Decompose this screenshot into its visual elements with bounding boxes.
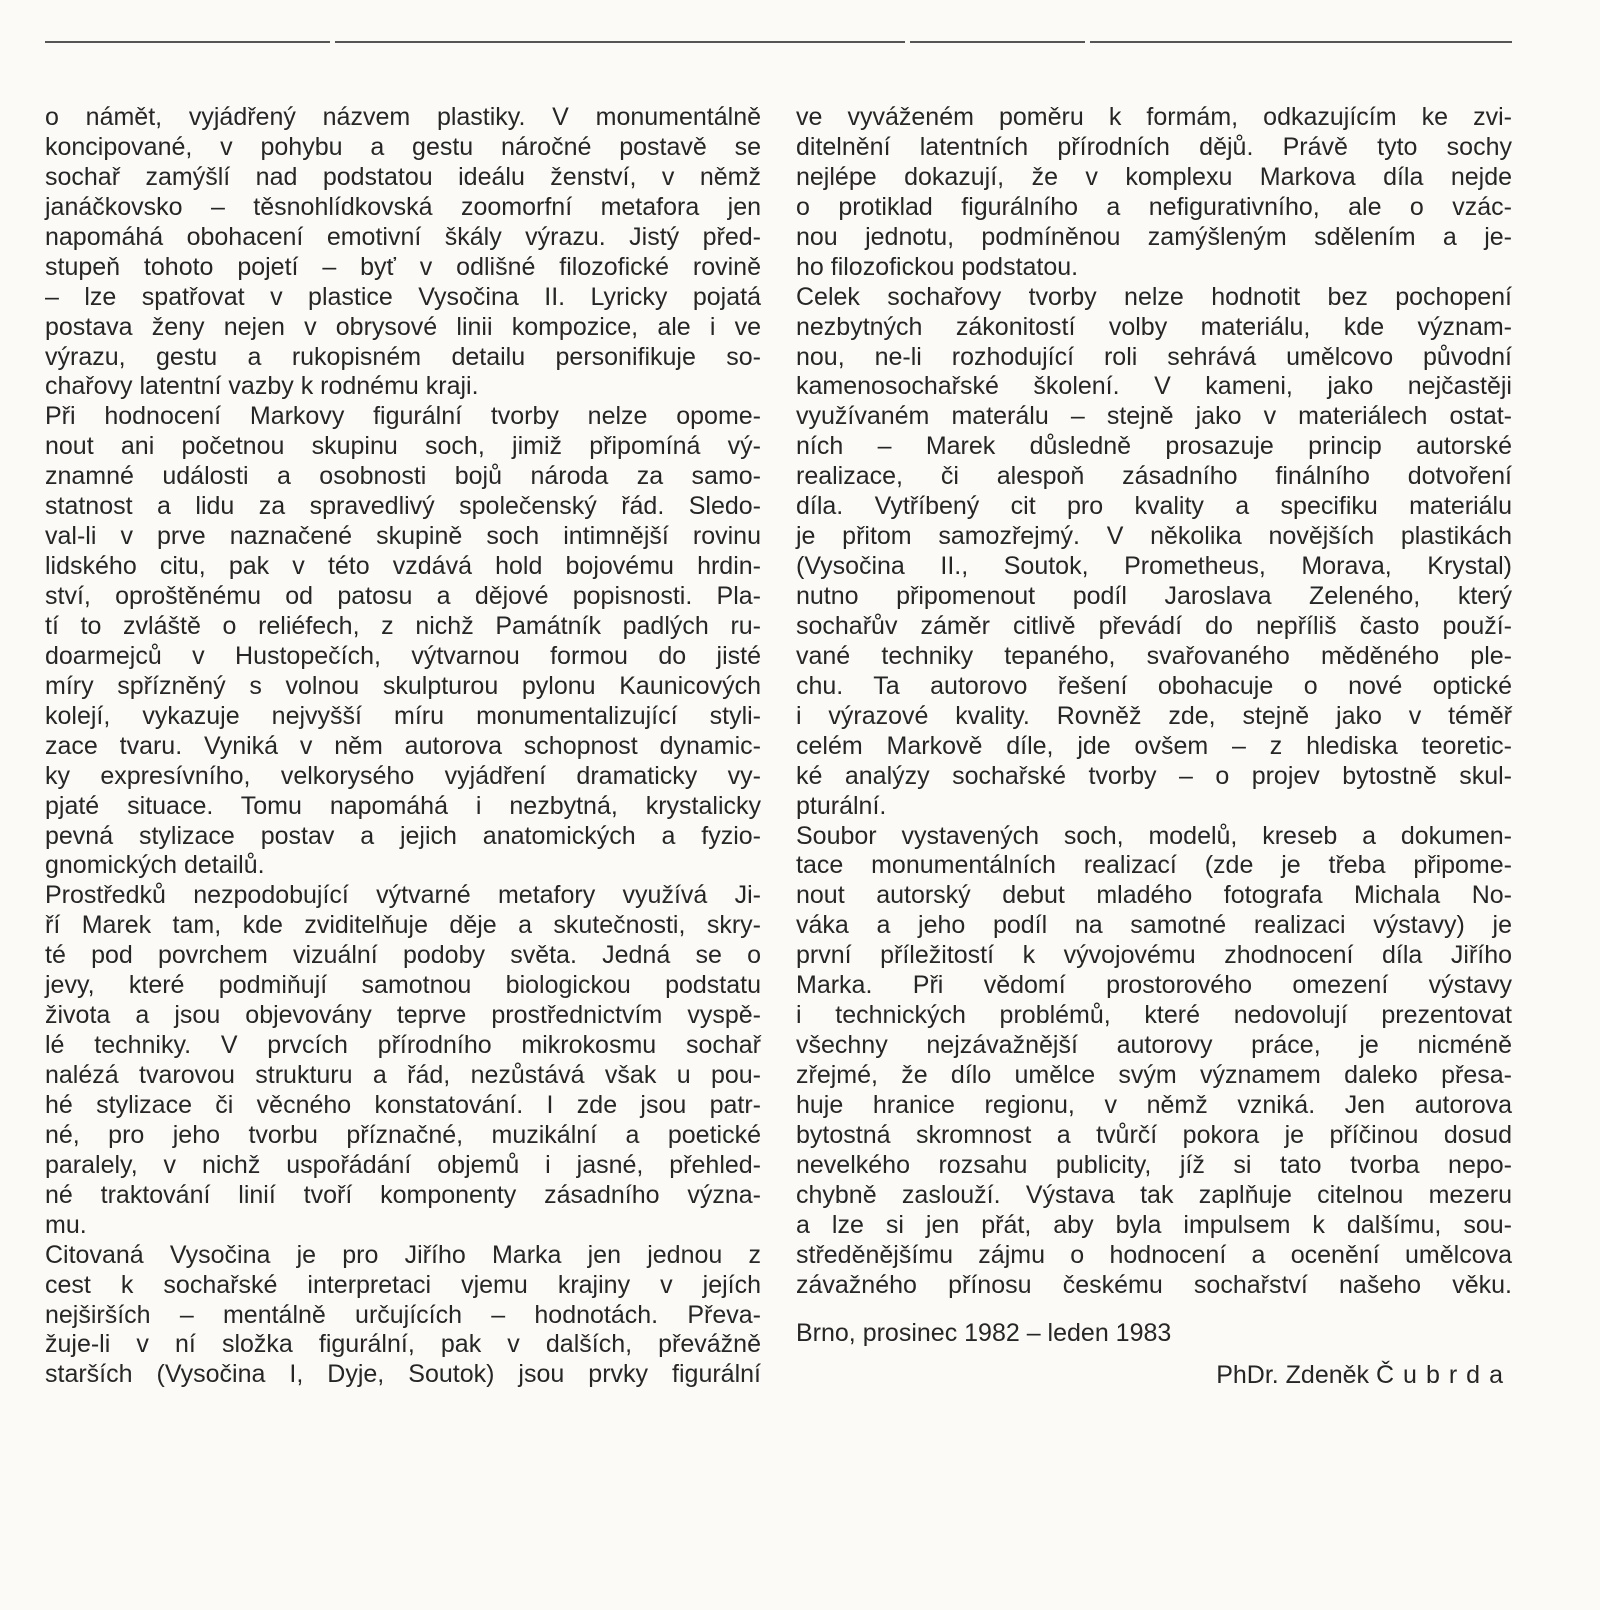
text-line: využívaném materálu – stejně jako v materiálech ostat- [796,402,1512,431]
paragraph [796,283,1512,822]
text-line: Celek sochařovy tvorby nelze hodnotit bez pochopení [796,282,1512,311]
text-line: Marka. Při vědomí prostorového omezení výstavy [796,971,1512,1000]
author-surname: Čubrda [1376,1361,1512,1389]
text-line: hé stylizace či věcného konstatování. I zde jsou patr- [45,1090,761,1119]
paragraph [45,402,761,881]
text-line: celém Markově díle, jde ovšem – z hlediska teoretic- [796,731,1512,760]
text-line: nalézá tvarovou strukturu a řád, nezůstává však u pou- [45,1061,761,1089]
text-line: starších (Vysočina I, Dyje, Soutok) jsou prvky figurální [45,1360,761,1389]
text-line: nejširších – mentálně určujících – hodnotách. Převa- [45,1300,761,1329]
text-line: chařovy latentní vazby k rodnému kraji. [45,372,479,401]
top-rule [45,41,330,43]
text-line: první příležitostí k vývojovému zhodnocení díla Jiřího [796,941,1512,970]
text-line: ních – Marek důsledně prosazuje princip autorské [796,432,1512,461]
text-line: cest k sochařské interpretaci vjemu krajiny v jejích [45,1270,761,1299]
text-line: nevelkého rozsahu publicity, jíž si tato tvorba nepo- [796,1150,1512,1179]
text-line: ky expresívního, velkorysého vyjádření dramaticky vy- [45,761,761,790]
text-line: Prostředků nezpodobující výtvarné metafory využívá Ji- [45,881,761,910]
text-line: nou jednotu, podmíněnou zamýšleným sdělením a je- [796,222,1512,251]
text-line: tí to zvláště o reliéfech, z nichž Památník padlých ru- [45,611,761,640]
text-line: a lze si jen přát, aby byla impulsem k dalšímu, sou- [796,1210,1512,1239]
text-line: né traktování linií tvoří komponenty zásadního význa- [45,1180,761,1209]
text-line: všechny nejzávažnější autorovy práce, je nicméně [796,1031,1512,1060]
text-line: ké analýzy sochařské tvorby – o projev bytostně skul- [796,761,1512,790]
paragraph [796,103,1512,283]
left-text-column [45,103,761,1390]
text-line: – lze spatřovat v plastice Vysočina II. Lyricky pojatá [45,282,761,311]
paragraph [45,881,761,1240]
text-line: nejlépe dokazují, že v komplexu Markova díla nejde [796,162,1512,191]
text-line: té pod povrchem vizuální podoby světa. Jedná se o [45,941,761,970]
text-line: kolejí, vykazuje nejvyšší míru monumentalizující styli- [45,701,761,730]
text-line: chybně zaslouží. Výstava tak zaplňuje citelnou mezeru [796,1180,1512,1209]
text-line: i technických problémů, které nedovolují prezentovat [796,1001,1512,1030]
text-line: míry spřízněný s volnou skulpturou pylonu Kaunicových [45,671,761,700]
text-line: (Vysočina II., Soutok, Prometheus, Morava, Krystal) [796,552,1512,581]
text-line: gnomických detailů. [45,851,265,880]
text-line: val-li v prve naznačené skupině soch intimnější rovinu [45,522,761,551]
text-line: vané techniky tepaného, svařovaného měděného ple- [796,641,1512,670]
text-line: Citovaná Vysočina je pro Jiřího Marka jen jednou z [45,1240,761,1269]
top-rule [1090,41,1512,43]
text-line: stupeň tohoto pojetí – byť v odlišné filozofické rovině [45,252,761,281]
text-line: o námět, vyjádřený názvem plastiky. V monumentálně [45,103,761,131]
place-and-date: Brno, prosinec 1982 – leden 1983 [796,1319,1172,1347]
text-line: janáčkovsko – těsnohlídkovská zoomorfní metafora jen [45,192,761,221]
paragraph [796,822,1512,1301]
text-line: pturální. [796,791,887,820]
text-line: závažného přínosu českému sochařství našeho věku. [796,1270,1512,1299]
text-line: lé techniky. V prvcích přírodního mikrokosmu sochař [45,1031,761,1060]
text-line: života a jsou objevovány teprve prostřednictvím vyspě- [45,1001,761,1030]
text-line: realizace, či alespoň zásadního finálního dotvoření [796,462,1512,491]
text-line: jevy, které podmiňují samotnou biologickou podstatu [45,971,761,1000]
text-line: ve vyváženém poměru k formám, odkazujícím ke zvi- [796,103,1512,131]
text-line: né, pro jeho tvorbu příznačné, muzikální a poetické [45,1120,761,1149]
paragraph [45,103,761,402]
text-line: zace tvaru. Vyniká v něm autorova schopnost dynamic- [45,731,761,760]
right-text-column [796,103,1512,1301]
text-line: sochařův záměr citlivě převádí do nepříliš často použí- [796,611,1512,640]
text-line: středěnějšímu zájmu o hodnocení a ocenění umělcova [796,1240,1512,1269]
text-line: výrazu, gestu a rukopisném detailu personifikuje so- [45,342,761,371]
text-line: o protiklad figurálního a nefigurativního, ale o vzác- [796,192,1512,221]
text-line: lidského citu, pak v této vzdává hold bojovému hrdin- [45,552,761,581]
text-line: bytostná skromnost a tvůrčí pokora je příčinou dosud [796,1120,1512,1149]
text-line: nezbytných zákonitostí volby materiálu, kde význam- [796,312,1512,341]
text-line: váka a jeho podíl na samotné realizaci výstavy) je [796,911,1512,940]
text-line: nout ani početnou skupinu soch, jimiž připomíná vý- [45,432,761,461]
text-line: koncipované, v pohybu a gestu náročné postavě se [45,132,761,161]
text-line: Při hodnocení Markovy figurální tvorby nelze opome- [45,402,761,431]
text-line: i výrazové kvality. Rovněž zde, stejně jako v téměř [796,701,1512,730]
text-line: paralely, v nichž uspořádání objemů i jasné, přehled- [45,1150,761,1179]
text-line: tace monumentálních realizací (zde je třeba připome- [796,851,1512,880]
text-line: mu. [45,1210,87,1239]
top-rule [910,41,1085,43]
text-line: kamenosochařské školení. V kameni, jako nejčastěji [796,372,1512,401]
text-line: chu. Ta autorovo řešení obohacuje o nové optické [796,671,1512,700]
text-line: ho filozofickou podstatou. [796,252,1079,281]
text-line: je přitom samozřejmý. V několika novějších plastikách [796,522,1512,551]
text-line: pevná stylizace postav a jejich anatomických a fyzio- [45,821,761,850]
text-line: ství, oproštěnému od patosu a dějové popisnosti. Pla- [45,582,761,610]
text-line: znamné události a osobnosti bojů národa za samo- [45,462,761,491]
text-line: zřejmé, že dílo umělce svým významem daleko přesa- [796,1061,1512,1089]
text-line: díla. Vytříbený cit pro kvality a specifiku materiálu [796,492,1512,521]
paragraph [45,1241,761,1391]
text-line: ří Marek tam, kde zviditelňuje děje a skutečnosti, skry- [45,911,761,940]
text-line: sochař zamýšlí nad podstatou ideálu ženství, v němž [45,162,761,191]
text-line: nou, ne-li rozhodující roli sehrává umělcovo původní [796,342,1512,371]
text-line: doarmejců v Hustopečích, výtvarnou formou do jisté [45,641,761,670]
author-title-name: PhDr. Zdeněk [1216,1361,1370,1389]
text-line: Soubor vystavených soch, modelů, kreseb a dokumen- [796,821,1512,850]
text-line: statnost a lidu za spravedlivý společenský řád. Sledo- [45,492,761,521]
text-line: žuje-li v ní složka figurální, pak v dalších, převážně [45,1330,761,1359]
text-line: huje hranice regionu, v němž vzniká. Jen autorova [796,1090,1512,1119]
text-line: nout autorský debut mladého fotografa Michala No- [796,881,1512,910]
text-line: nutno připomenout podíl Jaroslava Zeleného, který [796,582,1512,610]
text-line: napomáhá obohacení emotivní škály výrazu. Jistý před- [45,222,761,251]
text-line: pjaté situace. Tomu napomáhá i nezbytná, krystalicky [45,791,761,820]
text-line: ditelnění latentních přírodních dějů. Právě tyto sochy [796,132,1512,161]
author-signature [1216,1360,1512,1390]
text-line: postava ženy nejen v obrysové linii kompozice, ale i ve [45,312,761,341]
top-rule [335,41,905,43]
